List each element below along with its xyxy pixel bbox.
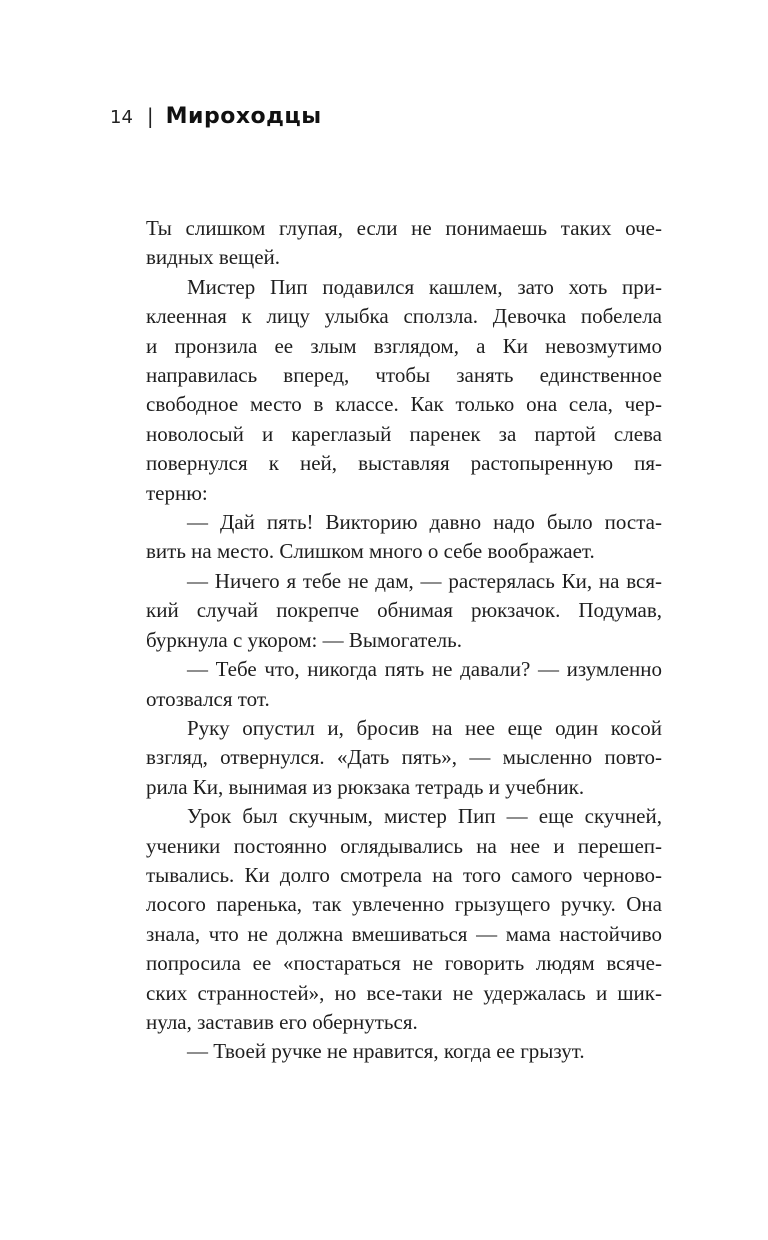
text-line: клеенная к лицу улыбка сползла. Девочка побелела <box>146 304 662 329</box>
text-line: ских странностей», но все-таки не удержалась и шик- <box>146 980 662 1005</box>
text-line: — Дай пять! Викторию давно надо было поста- <box>187 510 662 535</box>
text-line: Урок был скучным, мистер Пип — еще скучней, <box>187 804 662 829</box>
text-line: знала, что не должна вмешиваться — мама настойчиво <box>146 921 662 946</box>
text-line: лосого паренька, так увлеченно грызущего ручку. Она <box>146 892 662 917</box>
text-line: рила Ки, вынимая из рюкзака тетрадь и учебник. <box>146 774 585 799</box>
page-number: 14 <box>110 107 133 128</box>
text-line: видных вещей. <box>146 245 281 270</box>
text-line: ученики постоянно оглядывались на нее и перешеп- <box>146 833 662 858</box>
text-line: терню: <box>146 480 208 505</box>
text-line: повернулся к ней, выставляя растопыренную пя- <box>146 451 662 476</box>
text-line: нула, заставив его обернуться. <box>146 1009 418 1034</box>
text-line: буркнула с укором: — Вымогатель. <box>146 627 462 652</box>
text-line: — Тебе что, никогда пять не давали? — изумленно <box>187 657 662 682</box>
text-line: направилась вперед, чтобы занять единственное <box>146 363 662 388</box>
text-line: — Ничего я тебе не дам, — растерялась Ки, на вся- <box>187 568 662 593</box>
paragraph <box>146 508 662 567</box>
text-line: тывались. Ки долго смотрела на того самого черново- <box>146 862 662 887</box>
text-line: вить на место. Слишком много о себе воображает. <box>146 539 595 564</box>
paragraph <box>146 1037 662 1066</box>
text-line: Руку опустил и, бросив на нее еще один косой <box>187 715 662 740</box>
text-line: Ты слишком глупая, если не понимаешь таких оче- <box>146 216 662 240</box>
paragraph <box>146 655 662 714</box>
paragraph <box>146 714 662 802</box>
text-line: и пронзила ее злым взглядом, а Ки невозмутимо <box>146 333 662 358</box>
text-line: Мистер Пип подавился кашлем, зато хоть при- <box>187 274 662 299</box>
paragraph <box>146 802 662 1037</box>
paragraph <box>146 567 662 655</box>
text-line: свободное место в классе. Как только она села, чер- <box>146 392 662 417</box>
text-line: — Твоей ручке не нравится, когда ее грызут. <box>187 1039 585 1064</box>
text-line: кий случай покрепче обнимая рюкзачок. Подумав, <box>146 598 662 623</box>
text-line: отозвался тот. <box>146 686 270 711</box>
text-line: взгляд, отвернулся. «Дать пять», — мысленно повто- <box>146 745 662 770</box>
paragraph <box>146 214 662 273</box>
text-line: новолосый и кареглазый паренек за партой слева <box>146 421 662 446</box>
running-head <box>110 104 322 129</box>
paragraph <box>146 273 662 508</box>
header-separator: | <box>146 104 154 128</box>
text-body <box>146 214 662 1067</box>
book-title: Мироходцы <box>165 104 322 129</box>
text-line: попросила ее «постараться не говорить людям всяче- <box>146 951 662 976</box>
